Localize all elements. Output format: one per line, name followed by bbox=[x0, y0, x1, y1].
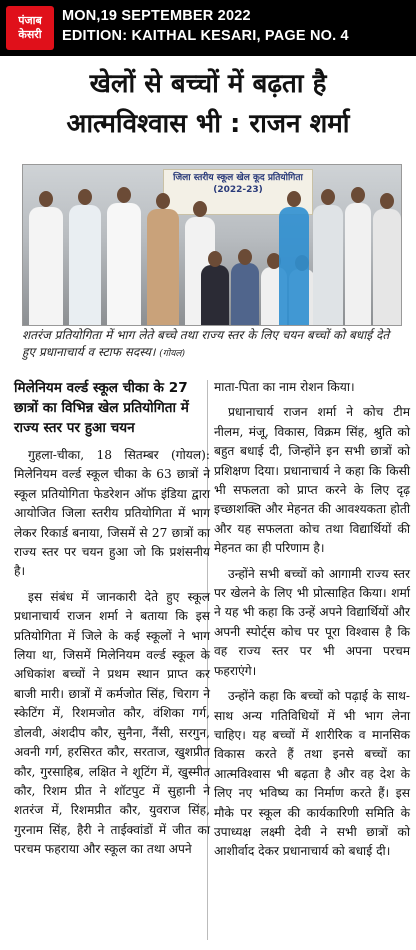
person-head bbox=[117, 187, 131, 203]
edition-info: EDITION: KAITHAL KESARI, PAGE NO. 4 bbox=[62, 28, 349, 44]
masthead-text bbox=[62, 6, 349, 46]
student-figure bbox=[201, 265, 229, 325]
person-figure bbox=[29, 207, 63, 325]
person-figure bbox=[345, 203, 371, 325]
person-head bbox=[156, 193, 170, 209]
logo-line-2: केसरी bbox=[18, 28, 42, 41]
article-headline bbox=[0, 64, 416, 144]
person-head bbox=[321, 189, 335, 205]
article-paragraph: माता-पिता का नाम रोशन किया। bbox=[214, 380, 355, 394]
article-photo bbox=[22, 164, 402, 326]
article-column-right bbox=[214, 378, 410, 868]
caption-text: शतरंज प्रतियोगिता में भाग लेते बच्चे तथा राज्य स्तर के लिए चयन बच्चों को बधाई देते हुए प्रधानाचार्य व स्टाफ सदस्य। bbox=[22, 328, 390, 359]
article-column-left bbox=[14, 378, 210, 866]
student-head bbox=[208, 251, 222, 267]
person-figure bbox=[147, 209, 179, 325]
person-figure bbox=[69, 205, 101, 325]
article-subheadline: मिलेनियम वर्ल्ड स्कूल चीका के 27 छात्रों का विभिन्न खेल प्रतियोगिता में राज्य स्तर पर हुआ चयन bbox=[14, 380, 189, 436]
person-head bbox=[380, 193, 394, 209]
person-figure bbox=[279, 207, 309, 325]
person-figure bbox=[313, 205, 343, 325]
person-head bbox=[351, 187, 365, 203]
caption-credit: (गोयल) bbox=[159, 349, 186, 359]
masthead-bar bbox=[0, 0, 416, 56]
person-figure bbox=[107, 203, 141, 325]
punjab-kesari-logo bbox=[6, 6, 54, 50]
person-head bbox=[39, 191, 53, 207]
edition-date: MON,19 SEPTEMBER 2022 bbox=[62, 8, 251, 24]
article-paragraph: उन्होंने कहा कि बच्चों को पढ़ाई के साथ-साथ अन्य गतिविधियों में भी भाग लेना चाहिए। यह बच्चों में शारीरिक व मानसिक विकास करते हैं तथा इनसे बच्चों का आत्मविश्वास भी बढ़ता है और वह देश के लिए नए भविष्य का निर्माण करते हैं। इस मौके पर स्कूल की कार्यकारिणी समिति के उपाध्यक्ष लक्ष्मी देवी ने सभी छात्रों को आशीर्वाद देकर प्रधानाचार्य को बधाई दी। bbox=[214, 689, 410, 859]
person-head bbox=[78, 189, 92, 205]
person-figure bbox=[373, 209, 401, 325]
logo-line-1: पंजाब bbox=[18, 14, 42, 27]
article-paragraph: उन्होंने सभी बच्चों को आगामी राज्य स्तर पर खेलने के लिए भी प्रोत्साहित किया। शर्मा ने यह भी कहा कि उन्हें अपने विद्यार्थियों और अपनी स्पोर्ट्स कोच पर पूरा विश्वास है कि वह राज्य स्तर पर भी अपना परचम फहराएंगे। bbox=[214, 566, 410, 678]
banner-line-1: जिला स्तरीय स्कूल खेल कूद प्रतियोगिता bbox=[173, 173, 303, 183]
article-paragraph: इस संबंध में जानकारी देते हुए स्कूल प्रधानाचार्य राजन शर्मा ने बताया कि इस प्रतियोगिता में जिले के कई स्कूलों ने भाग लिया था, जिसमें मिलेनियम वर्ल्ड स्कूल के अधिकांश बच्चों ने प्रथम स्थान प्राप्त कर बाजी मारी। छात्रों में कर्मजोत सिंह, चिराग ने स्केटिंग में, रिशमजोत कौर, वंशिका गर्ग, डोलवी, अंशदीप कौर, सुनैना, नैंसी, सरगुन, अवनी गर्ग, हरसिरत कौर, सरताज, खुशप्रीत कौर, गुरसाहिब, लक्षित ने शूटिंग में, खुस्मीत कौर, रिशम प्रीत ने शॉटपुट में सुहानी ने शतरंज में, रिशमप्रीत कौर, युवराज सिंह, गुरनाम सिंह, हैरी ने ताईक्वांडों में जीत का परचम फहराया और स्कूल का तथा अपने bbox=[14, 589, 210, 857]
headline-line-2: आत्मविश्वास भी : राजन शर्मा bbox=[66, 109, 350, 139]
person-head bbox=[287, 191, 301, 207]
article-paragraph: गुहला-चीका, 18 सितम्बर (गोयल): मिलेनियम वर्ल्ड स्कूल चीका के 63 छात्रों ने स्कूल प्रतियोगिता फेडरेशन ऑफ इंडिया द्वारा आयोजित जिला स्तरीय प्रतियोगिता में भाग लेकर रिकार्ड बनाया, जिसमें से 27 छात्रों का राज्य स्तर पर चयन हुआ जो कि प्रशंसनीय है। bbox=[14, 448, 210, 579]
photo-caption bbox=[22, 327, 402, 363]
student-figure bbox=[231, 263, 259, 325]
banner-line-2: (2022-23) bbox=[213, 185, 263, 195]
student-head bbox=[238, 249, 252, 265]
article-paragraph: प्रधानाचार्य राजन शर्मा ने कोच टीम नीलम, मंजू, विकास, विक्रम सिंह, श्रुति को बहुत बधाई दी, जिन्होंने इन सभी छात्रों को प्रशिक्षण दिया। प्रधानाचार्य ने कहा कि किसी भी सफलता को प्राप्त करने के लिए दृढ़ इच्छाशक्ति और मेहनत की आवश्यकता होती और यह सफलता कोच तथा विद्यार्थियों की मेहनत का ही परिणाम है। bbox=[214, 405, 410, 556]
headline-line-1: खेलों से बच्चों में बढ़ता है bbox=[89, 69, 327, 99]
person-head bbox=[193, 201, 207, 217]
